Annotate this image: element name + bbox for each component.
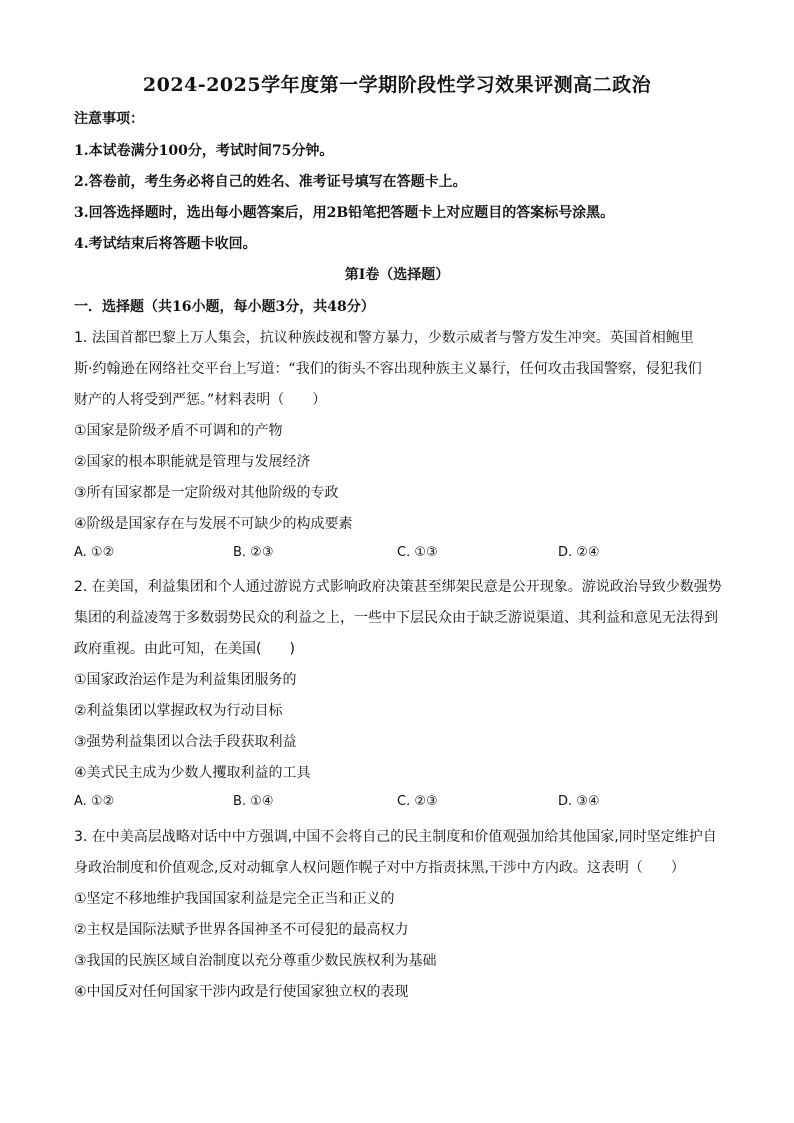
statement: ①国家是阶级矛盾不可调和的产物: [74, 423, 283, 439]
question-stem-line: 财产的人将受到严惩。”材料表明（ ）: [74, 392, 327, 408]
option-d[interactable]: D. ③④: [558, 794, 600, 809]
question-stem-line: 身政治制度和价值观念,反对动辄拿人权问题作幌子对中方指责抹黑,干涉中方内政。这表明（ ）: [74, 860, 685, 876]
section-title: 第Ⅰ卷（选择题）: [344, 267, 450, 283]
option-c[interactable]: C. ②③: [397, 794, 438, 809]
exam-title: 2024-2025学年度第一学期阶段性学习效果评测高二政治: [142, 74, 652, 96]
statement: ③强势利益集团以合法手段获取利益: [74, 734, 297, 750]
statement: ④美式民主成为少数人攫取利益的工具: [74, 765, 311, 781]
statement: ②利益集团以掌握政权为行动目标: [74, 703, 283, 719]
statement: ②主权是国际法赋予世界各国神圣不可侵犯的最高权力: [74, 922, 409, 938]
question-stem-line: 集团的利益凌驾于多数弱势民众的利益之上，一些中下层民众由于缺乏游说渠道、其利益和意见无法得到: [74, 610, 718, 626]
part-title: 一．选择题（共16小题，每小题3分，共48分）: [74, 299, 375, 315]
option-b[interactable]: B. ②③: [233, 545, 274, 560]
statement: ③所有国家都是一定阶级对其他阶级的专政: [74, 485, 339, 501]
option-b[interactable]: B. ①④: [233, 794, 274, 809]
note-item: 3.回答选择题时，选出每小题答案后，用2B铅笔把答题卡上对应题目的答案标号涂黑。: [74, 205, 615, 221]
question-stem-line: 斯·约翰逊在网络社交平台上写道：“我们的街头不容出现种族主义暴行，任何攻击我国警察，侵犯我们: [74, 361, 702, 377]
note-item: 2.答卷前，考生务必将自己的姓名、准考证号填写在答题卡上。: [74, 174, 467, 190]
option-a[interactable]: A. ①②: [74, 794, 115, 809]
question-stem-line: 1. 法国首都巴黎上万人集会，抗议种族歧视和警方暴力，少数示威者与警方发生冲突。英国首相鲍里: [74, 330, 694, 346]
question-stem-line: 2. 在美国，利益集团和个人通过游说方式影响政府决策甚至绑架民意是公开现象。游说政治导致少数强势: [74, 579, 722, 595]
statement: ③我国的民族区域自治制度以充分尊重少数民族权利为基础: [74, 953, 437, 969]
question-stem-line: 3. 在中美高层战略对话中中方强调,中国不会将自己的民主制度和价值观强加给其他国家,同时坚定维护自: [74, 829, 717, 845]
statement: ④中国反对任何国家干涉内政是行使国家独立权的表现: [74, 984, 409, 1000]
statement: ①国家政治运作是为利益集团服务的: [74, 672, 297, 688]
note-item: 4.考试结束后将答题卡收回。: [74, 236, 257, 252]
note-item: 1.本试卷满分100分，考试时间75分钟。: [74, 143, 334, 159]
option-d[interactable]: D. ②④: [558, 545, 600, 560]
statement: ①坚定不移地维护我国国家利益是完全正当和正义的: [74, 891, 395, 907]
question-stem-line: 政府重视。由此可知，在美国( ): [74, 641, 295, 657]
option-a[interactable]: A. ①②: [74, 545, 115, 560]
option-c[interactable]: C. ①③: [397, 545, 438, 560]
notes-heading: 注意事项：: [74, 111, 144, 127]
statement: ④阶级是国家存在与发展不可缺少的构成要素: [74, 516, 353, 532]
statement: ②国家的根本职能就是管理与发展经济: [74, 454, 311, 470]
